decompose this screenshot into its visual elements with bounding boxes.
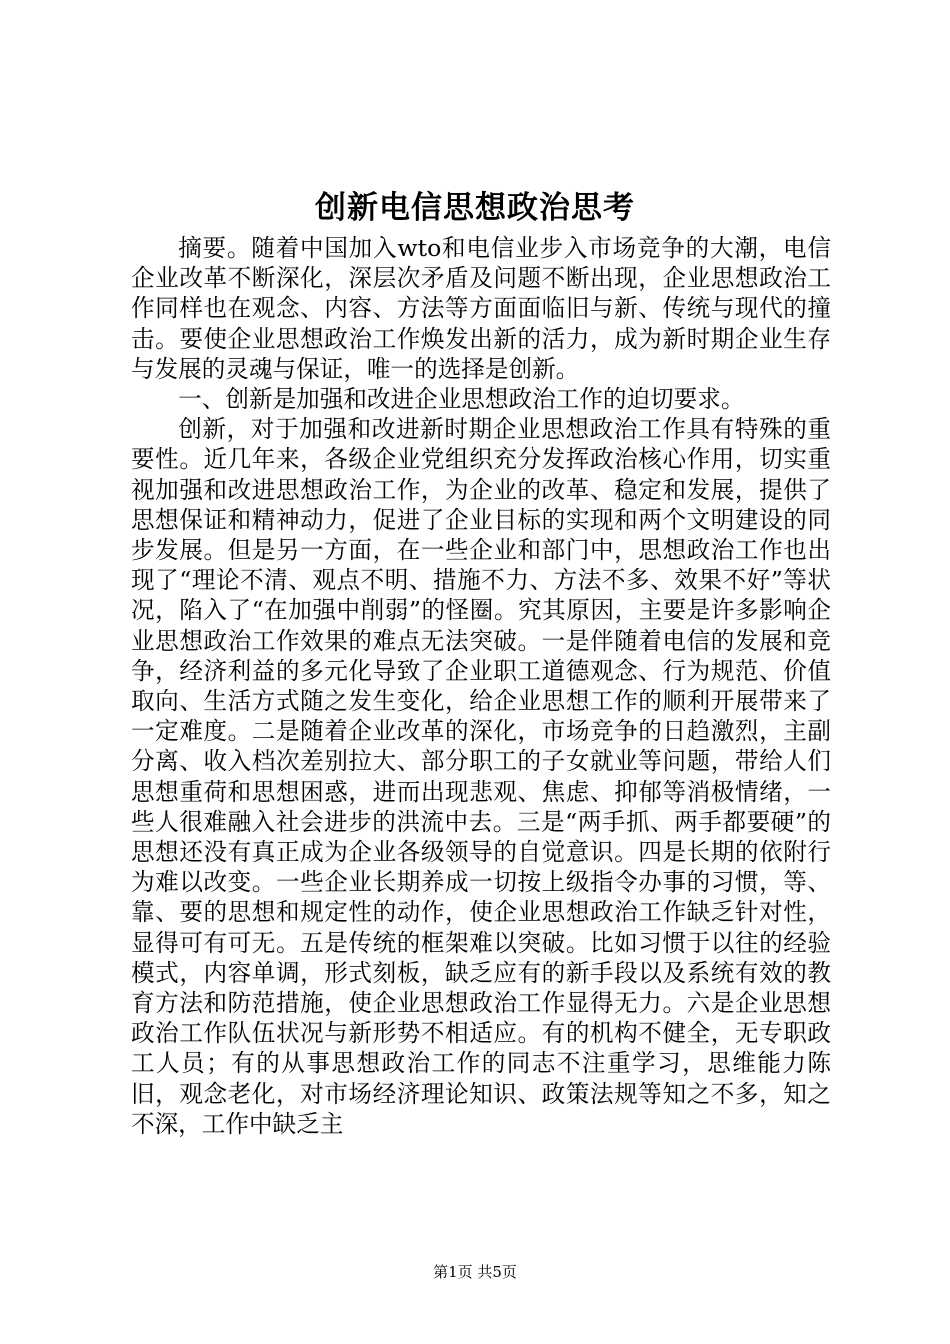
section-heading-paragraph: 一、创新是加强和改进企业思想政治工作的迫切要求。	[178, 385, 745, 414]
page-number-footer: 第1页 共5页	[433, 1263, 517, 1281]
document-body	[131, 233, 831, 1139]
abstract-paragraph: 摘要。随着中国加入wto和电信业步入市场竞争的大潮，电信企业改革不断深化，深层次矛盾及问题不断出现，企业思想政治工作同样也在观念、内容、方法等方面面临旧与新、传统与现代的撞击。要使企业思想政治工作焕发出新的活力，成为新时期企业生存与发展的灵魂与保证，唯一的选择是创新。	[131, 234, 831, 383]
body-paragraph: 创新，对于加强和改进新时期企业思想政治工作具有特殊的重要性。近几年来，各级企业党组织充分发挥政治核心作用，切实重视加强和改进思想政治工作，为企业的改革、稳定和发展，提供了思想保证和精神动力，促进了企业目标的实现和两个文明建设的同步发展。但是另一方面，在一些企业和部门中，思想政治工作也出现了“理论不清、观点不明、措施不力、方法不多、效果不好”等状况，陷入了“在加强中削弱”的怪圈。究其原因，主要是许多影响企业思想政治工作效果的难点无法突破。一是伴随着电信的发展和竞争，经济利益的多元化导致了企业职工道德观念、行为规范、价值取向、生活方式随之发生变化，给企业思想工作的顺利开展带来了一定难度。二是随着企业改革的深化，市场竞争的日趋激烈，主副分离、收入档次差别拉大、部分职工的子女就业等问题，带给人们思想重荷和思想困惑，进而出现悲观、焦虑、抑郁等消极情绪，一些人很难融入社会进步的洪流中去。三是“两手抓、两手都要硬”的思想还没有真正成为企业各级领导的自觉意识。四是长期的依附行为难以改变。一些企业长期养成一切按上级指令办事的习惯，等、靠、要的思想和规定性的动作，使企业思想政治工作缺乏针对性，显得可有可无。五是传统的框架难以突破。比如习惯于以往的经验模式，内容单调，形式刻板，缺乏应有的新手段以及系统有效的教育方法和防范措施，使企业思想政治工作显得无力。六是企业思想政治工作队伍状况与新形势不相适应。有的机构不健全，无专职政工人员；有的从事思想政治工作的同志不注重学习，思维能力陈旧，观念老化，对市场经济理论知识、政策法规等知之不多，知之不深，工作中缺乏主	[131, 415, 831, 1138]
document-title: 创新电信思想政治思考	[315, 190, 635, 226]
